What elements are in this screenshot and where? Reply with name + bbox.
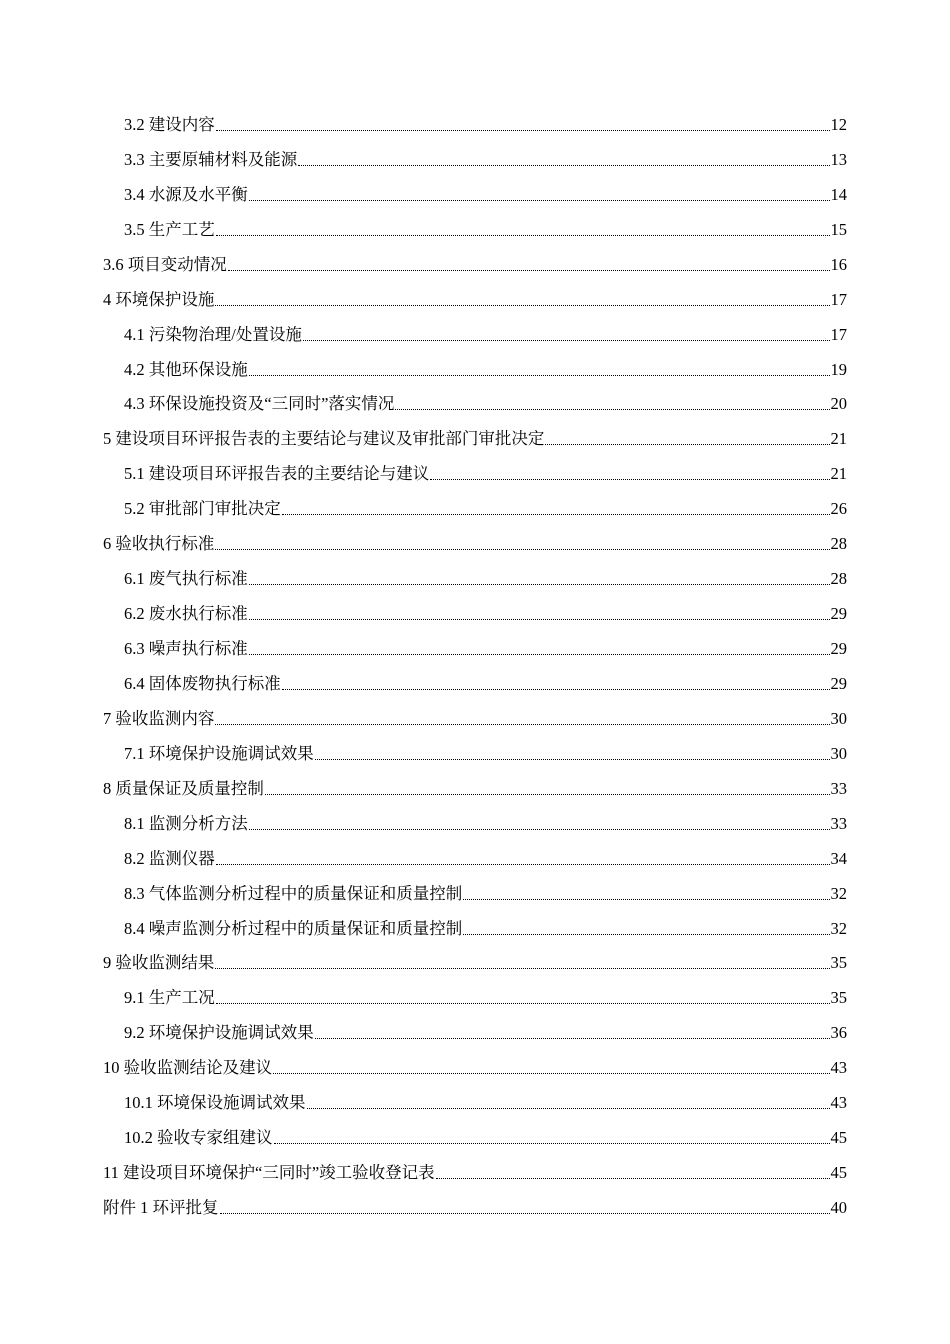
toc-entry[interactable] (103, 973, 847, 1008)
toc-entry-title: 6.3 噪声执行标准 (124, 639, 248, 658)
toc-entry[interactable] (103, 414, 847, 449)
toc-dot-leader (215, 305, 829, 306)
toc-entry[interactable] (103, 694, 847, 729)
toc-dot-leader (215, 968, 829, 969)
toc-dot-leader (216, 864, 830, 865)
toc-entry-title: 10 验收监测结论及建议 (103, 1058, 273, 1078)
toc-entry-title: 6 验收执行标准 (103, 534, 215, 554)
toc-entry[interactable] (103, 799, 847, 834)
toc-entry-title: 4.1 污染物治理/处置设施 (124, 324, 302, 344)
toc-entry-page-number: 34 (830, 848, 847, 868)
toc-entry-title: 8.2 监测仪器 (124, 848, 215, 868)
toc-dot-leader (274, 1143, 830, 1144)
toc-dot-leader (249, 619, 830, 620)
toc-dot-leader (463, 899, 829, 900)
toc-entry-title: 3.4 水源及水平衡 (124, 184, 248, 204)
toc-entry-title: 3.2 建设内容 (124, 114, 215, 134)
toc-entry-title: 10.1 环境保设施调试效果 (124, 1093, 306, 1113)
toc-entry-title: 11 建设项目环境保护“三同时”竣工验收登记表 (103, 1163, 435, 1183)
toc-entry[interactable] (103, 1183, 847, 1218)
toc-entry-page-number: 17 (830, 289, 847, 309)
toc-entry-page-number: 15 (830, 219, 847, 239)
toc-dot-leader (215, 724, 829, 725)
toc-dot-leader (315, 759, 830, 760)
toc-dot-leader (282, 689, 830, 690)
toc-entry[interactable] (103, 484, 847, 519)
toc-dot-leader (249, 375, 830, 376)
toc-entry[interactable] (103, 135, 847, 170)
toc-entry[interactable] (103, 1148, 847, 1183)
toc-entry-title: 3.6 项目变动情况 (103, 254, 227, 274)
toc-dot-leader (307, 1108, 830, 1109)
toc-entry-page-number: 32 (830, 918, 847, 938)
toc-entry-title: 9.1 生产工况 (124, 988, 215, 1008)
toc-entry[interactable] (103, 275, 847, 310)
toc-entry[interactable] (103, 205, 847, 240)
toc-dot-leader (228, 270, 830, 271)
toc-entry-title: 7.1 环境保护设施调试效果 (124, 743, 314, 763)
toc-dot-leader (216, 130, 830, 131)
toc-dot-leader (463, 934, 829, 935)
toc-dot-leader (395, 409, 829, 410)
toc-entry[interactable] (103, 1113, 847, 1148)
toc-entry[interactable] (103, 589, 847, 624)
toc-entry-page-number: 45 (830, 1128, 847, 1148)
toc-entry-page-number: 28 (830, 569, 847, 589)
toc-entry-page-number: 26 (830, 499, 847, 519)
toc-entry[interactable] (103, 554, 847, 589)
toc-dot-leader (249, 829, 830, 830)
toc-dot-leader (216, 1003, 830, 1004)
toc-entry[interactable] (103, 1008, 847, 1043)
toc-dot-leader (216, 235, 830, 236)
toc-entry-title: 7 验收监测内容 (103, 708, 215, 728)
toc-entry-title: 9 验收监测结果 (103, 953, 215, 973)
toc-entry[interactable] (103, 519, 847, 554)
toc-entry[interactable] (103, 939, 847, 974)
toc-dot-leader (249, 584, 830, 585)
toc-entry-page-number: 32 (830, 883, 847, 903)
toc-entry-page-number: 21 (830, 464, 847, 484)
toc-entry-page-number: 12 (830, 114, 847, 134)
toc-entry-page-number: 19 (830, 359, 847, 379)
toc-entry[interactable] (103, 449, 847, 484)
toc-entry[interactable] (103, 764, 847, 799)
toc-entry-page-number: 17 (830, 324, 847, 344)
toc-entry-title: 3.3 主要原辅材料及能源 (124, 149, 298, 169)
toc-entry-title: 附件 1 环评批复 (103, 1198, 219, 1217)
toc-entry-page-number: 29 (830, 604, 847, 624)
toc-dot-leader (303, 340, 830, 341)
toc-entry[interactable] (103, 170, 847, 205)
toc-entry-page-number: 30 (830, 708, 847, 728)
toc-dot-leader (249, 200, 830, 201)
toc-entry-page-number: 33 (830, 778, 847, 798)
toc-entry-title: 4.2 其他环保设施 (124, 359, 248, 379)
toc-entry-page-number: 43 (830, 1093, 847, 1113)
toc-dot-leader (436, 1178, 830, 1179)
toc-entry-title: 5.2 审批部门审批决定 (124, 499, 281, 519)
toc-dot-leader (430, 479, 829, 480)
toc-entry-page-number: 16 (830, 254, 847, 274)
toc-entry-page-number: 35 (830, 988, 847, 1008)
toc-dot-leader (220, 1213, 830, 1214)
table-of-contents (103, 100, 847, 1218)
toc-entry[interactable] (103, 240, 847, 275)
toc-entry[interactable] (103, 729, 847, 764)
toc-entry-title: 8.1 监测分析方法 (124, 813, 248, 833)
toc-entry[interactable] (103, 1078, 847, 1113)
toc-dot-leader (298, 165, 829, 166)
toc-entry-page-number: 14 (830, 184, 847, 204)
toc-dot-leader (249, 654, 830, 655)
toc-entry-page-number: 28 (830, 534, 847, 554)
toc-dot-leader (315, 1038, 830, 1039)
toc-entry-page-number: 36 (830, 1023, 847, 1043)
toc-entry[interactable] (103, 345, 847, 380)
toc-entry-title: 8 质量保证及质量控制 (103, 778, 264, 798)
toc-entry-page-number: 20 (830, 394, 847, 414)
toc-entry-page-number: 45 (830, 1163, 847, 1183)
toc-entry-page-number: 33 (830, 813, 847, 833)
toc-entry[interactable] (103, 100, 847, 135)
toc-entry[interactable] (103, 1043, 847, 1078)
toc-entry-page-number: 13 (830, 149, 847, 169)
toc-entry-title: 4 环境保护设施 (103, 289, 215, 309)
toc-entry[interactable] (103, 869, 847, 904)
toc-entry-title: 9.2 环境保护设施调试效果 (124, 1023, 314, 1043)
toc-dot-leader (265, 794, 830, 795)
toc-dot-leader (215, 549, 829, 550)
toc-entry-page-number: 43 (830, 1058, 847, 1078)
toc-entry-page-number: 21 (830, 429, 847, 449)
toc-entry-page-number: 29 (830, 673, 847, 693)
toc-entry[interactable] (103, 310, 847, 345)
toc-entry-title: 8.4 噪声监测分析过程中的质量保证和质量控制 (124, 918, 463, 938)
toc-entry-title: 4.3 环保设施投资及“三同时”落实情况 (124, 394, 395, 414)
toc-entry[interactable] (103, 904, 847, 939)
toc-dot-leader (273, 1073, 829, 1074)
toc-entry-page-number: 35 (830, 953, 847, 973)
toc-entry-title: 6.4 固体废物执行标准 (124, 673, 281, 693)
toc-entry-title: 8.3 气体监测分析过程中的质量保证和质量控制 (124, 883, 463, 903)
toc-dot-leader (545, 444, 829, 445)
toc-entry[interactable] (103, 380, 847, 415)
toc-dot-leader (282, 514, 830, 515)
toc-entry-title: 5 建设项目环评报告表的主要结论与建议及审批部门审批决定 (103, 429, 545, 449)
toc-entry[interactable] (103, 624, 847, 659)
toc-entry[interactable] (103, 834, 847, 869)
toc-entry-title: 6.1 废气执行标准 (124, 569, 248, 589)
toc-entry-page-number: 30 (830, 743, 847, 763)
toc-entry[interactable] (103, 659, 847, 694)
toc-entry-title: 10.2 验收专家组建议 (124, 1128, 273, 1148)
toc-entry-title: 6.2 废水执行标准 (124, 604, 248, 624)
toc-entry-title: 3.5 生产工艺 (124, 219, 215, 239)
toc-entry-page-number: 40 (830, 1198, 847, 1217)
toc-entry-title: 5.1 建设项目环评报告表的主要结论与建议 (124, 464, 430, 484)
toc-entry-page-number: 29 (830, 639, 847, 658)
